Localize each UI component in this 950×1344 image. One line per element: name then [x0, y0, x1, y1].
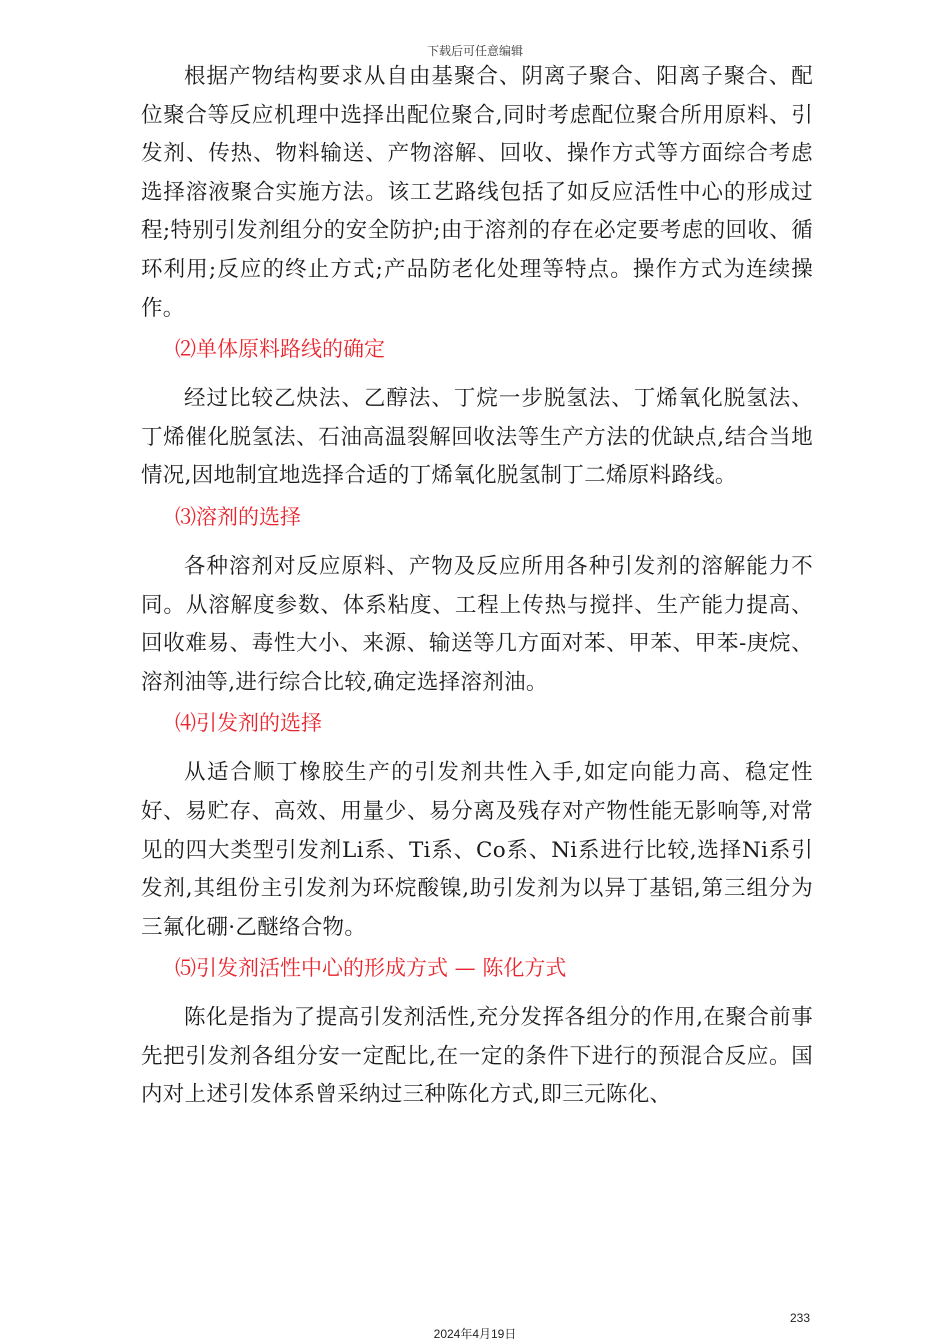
heading-solvent: ⑶溶剂的选择 — [175, 504, 301, 529]
heading-initiator: ⑷引发剂的选择 — [175, 711, 322, 736]
heading-aging: ⑸引发剂活性中心的形成方式 — 陈化方式 — [175, 956, 567, 981]
footer-date: 2024年4月19日 — [433, 1327, 517, 1341]
paragraph-4: 从适合顺丁橡胶生产的引发剂共性入手,如定向能力高、稳定性好、易贮存、高效、用量少、易分离及残存对产物性能无影响等,对常见的四大类型引发剂Li系、Ti系、Co系、Ni系进行比较,选择Ni系引发剂,其组份主引发剂为环烷酸镍,助引发剂为以异丁基铝,第三组分为三氟化硼·乙醚络合物。 — [141, 760, 813, 940]
paragraph-1: 根据产物结构要求从自由基聚合、阴离子聚合、阳离子聚合、配位聚合等反应机理中选择出配位聚合,同时考虑配位聚合所用原料、引发剂、传热、物料输送、产物溶解、回收、操作方式等方面综合考虑选择溶液聚合实施方法。该工艺路线包括了如反应活性中心的形成过程;特别引发剂组分的安全防护;由于溶剂的存在必定要考虑的回收、循环利用;反应的终止方式;产品防老化处理等特点。操作方式为连续操作。 — [141, 64, 813, 321]
header-note: 下载后可任意编辑 — [426, 44, 523, 58]
document-body — [141, 58, 813, 1115]
page-number: 233 — [790, 1311, 811, 1325]
paragraph-2: 经过比较乙炔法、乙醇法、丁烷一步脱氢法、丁烯氧化脱氢法、丁烯催化脱氢法、石油高温裂解回收法等生产方法的优缺点,结合当地情况,因地制宜地选择合适的丁烯氧化脱氢制丁二烯原料路线。 — [141, 386, 813, 489]
paragraph-5: 陈化是指为了提高引发剂活性,充分发挥各组分的作用,在聚合前事先把引发剂各组分安一定配比,在一定的条件下进行的预混合反应。国内对上述引发体系曾采纳过三种陈化方式,即三元陈化、 — [141, 1005, 813, 1108]
heading-monomer-route: ⑵单体原料路线的确定 — [175, 337, 385, 362]
paragraph-3: 各种溶剂对反应原料、产物及反应所用各种引发剂的溶解能力不同。从溶解度参数、体系粘度、工程上传热与搅拌、生产能力提高、回收难易、毒性大小、来源、输送等几方面对苯、甲苯、甲苯-庚烷、溶剂油等,进行综合比较,确定选择溶剂油。 — [141, 553, 813, 695]
